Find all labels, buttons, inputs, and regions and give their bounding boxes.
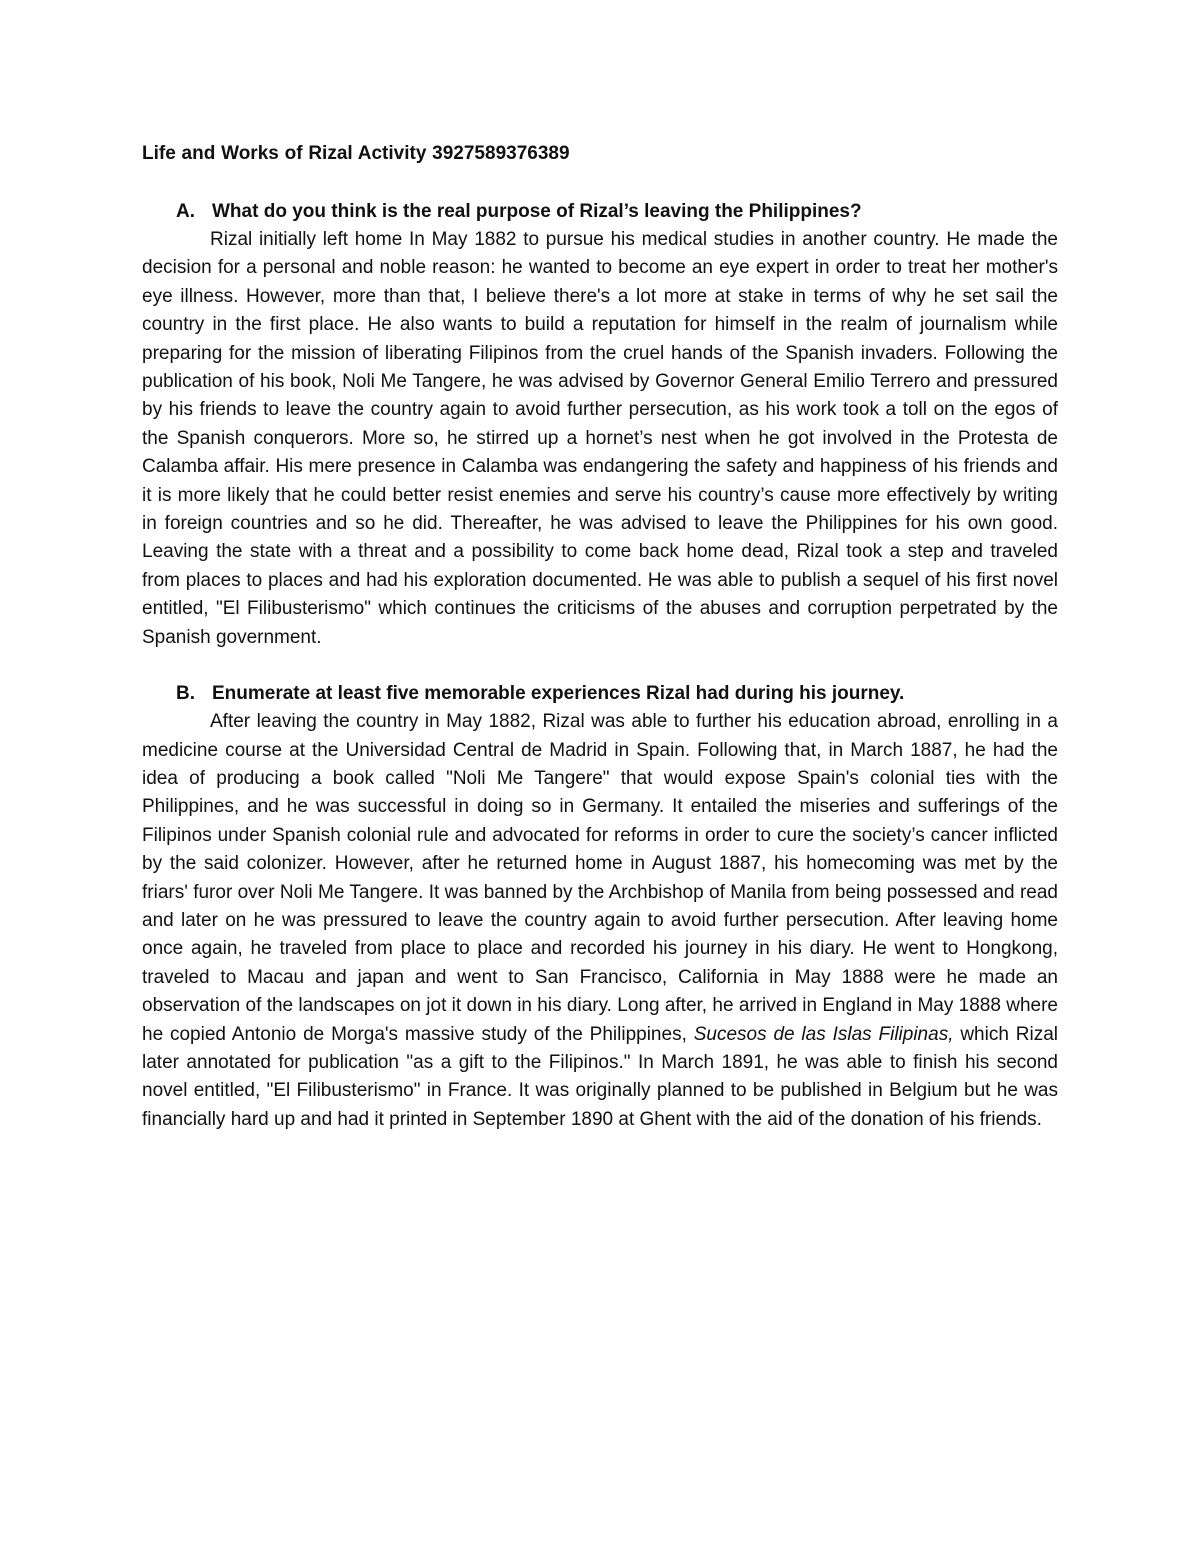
answer-b-part2: which Rizal later annotated for publication "as a gift to the Filipinos." In March 1891, he was able to finish his second novel entitled, "El Filibusterismo" in France. It was originally planned to be published in Belgium but he was financially hard up and had it printed in September 1890 at Ghent with the aid of the donation of his friends. xyxy=(142,1023,1059,1130)
answer-a: Rizal initially left home In May 1882 to pursue his medical studies in another country. He made the decision for a personal and noble reason: he wanted to become an eye expert in order to treat her mother's eye illness. However, more than that, I believe there's a lot more at stake in terms of why he set sail the country in the first place. He also wants to build a reputation for himself in the realm of journalism while preparing for the mission of liberating Filipinos from the cruel hands of the Spanish invaders. Following the publication of his book, Noli Me Tangere, he was advised by Governor General Emilio Terrero and pressured by his friends to leave the country again to avoid further persecution, as his work took a toll on the egos of the Spanish conquerors. More so, he stirred up a hornet’s nest when he got involved in the Protesta de Calamba affair. His mere presence in Calamba was endangering the safety and happiness of his friends and it is more likely that he could better resist enemies and serve his country’s cause more effectively by writing in foreign countries and so he did. Thereafter, he was advised to leave the Philippines for his own good. Leaving the state with a threat and a possibility to come back home dead, Rizal took a step and traveled from places to places and had his exploration documented. He was able to publish a sequel of his first novel entitled, "El Filibusterismo" which continues the criticisms of the abuses and corruption perpetrated by the Spanish government. xyxy=(142,229,1058,648)
question-b xyxy=(142,680,1058,708)
document-page xyxy=(142,140,1058,1134)
answer-b-book-title: Sucesos de las Islas Filipinas, xyxy=(693,1023,954,1045)
section-b xyxy=(142,680,1058,1134)
answer-b-part1: After leaving the country in May 1882, Rizal was able to further his education abroad, enrolling in a medicine course at the Universidad Central de Madrid in Spain. Following that, in March 1887, he had the idea of producing a book called "Noli Me Tangere" that would expose Spain's colonial ties with the Philippines, and he was successful in doing so in Germany. It entailed the miseries and sufferings of the Filipinos under Spanish colonial rule and advocated for reforms in order to cure the society’s cancer inflicted by the said colonizer. However, after he returned home in August 1887, his homecoming was met by the friars' furor over Noli Me Tangere. It was banned by the Archbishop of Manila from being possessed and read and later on he was pressured to leave the country again to avoid further persecution. After leaving home once again, he traveled from place to place and recorded his journey in his diary. He went to Hongkong, traveled to Macau and japan and went to San Francisco, California in May 1888 were he made an observation of the landscapes on jot it down in his diary. Long after, he arrived in England in May 1888 where he copied Antonio de Morga's massive study of the Philippines, xyxy=(142,711,1058,1045)
question-b-letter: B. xyxy=(176,683,195,705)
section-a xyxy=(142,198,1058,652)
document-title: Life and Works of Rizal Activity 3927589376389 xyxy=(142,143,570,164)
question-a xyxy=(142,198,1058,226)
question-a-letter: A. xyxy=(176,201,195,222)
question-a-text: What do you think is the real purpose of Rizal’s leaving the Philippines? xyxy=(212,201,862,222)
question-b-text: Enumerate at least five memorable experiences Rizal had during his journey. xyxy=(212,683,905,705)
answer-b xyxy=(142,708,1058,1134)
